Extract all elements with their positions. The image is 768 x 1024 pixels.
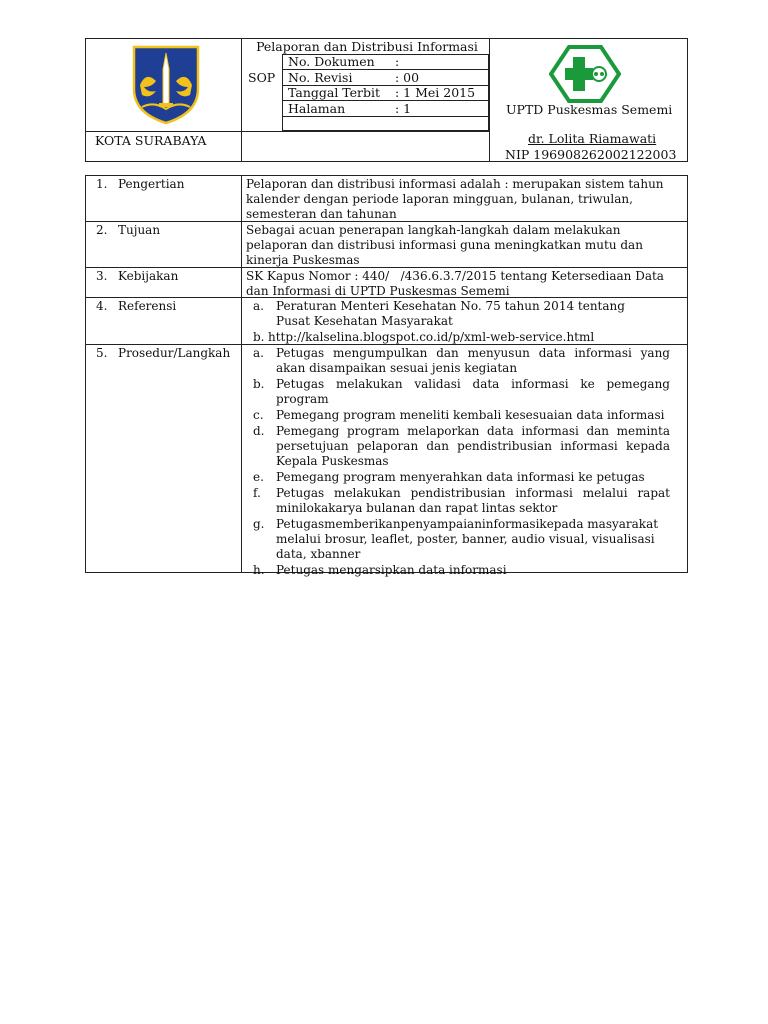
list-item xyxy=(242,346,670,376)
list-item xyxy=(242,299,662,329)
list-marker: f. xyxy=(253,486,261,500)
list-item xyxy=(242,330,662,345)
list-marker: d. xyxy=(253,424,265,438)
meta-label: No. Revisi xyxy=(288,70,353,85)
meta-label: No. Dokumen xyxy=(288,54,375,69)
meta-label: Tanggal Terbit xyxy=(288,85,381,100)
list-item xyxy=(242,486,670,516)
list-marker: h. xyxy=(253,563,265,577)
reference-list xyxy=(242,299,662,346)
list-item xyxy=(242,563,670,578)
list-item-text: Petugas melakukan pendistribusian informasi melalui rapat minilokakarya bulanan dan rapat lintas sektor xyxy=(276,486,670,515)
row-number: 5. xyxy=(96,346,108,360)
list-item xyxy=(242,517,670,562)
row-number: 4. xyxy=(96,299,108,313)
list-item-text: http://kalselina.blogspot.co.id/p/xml-web-service.html xyxy=(268,330,595,344)
list-item-text: Petugas melakukan validasi data informasi ke pemegang program xyxy=(276,377,670,406)
meta-label: Halaman xyxy=(288,101,346,116)
official-name: dr. Lolita Riamawati xyxy=(528,131,657,146)
meta-value: : 1 xyxy=(395,101,412,116)
list-item xyxy=(242,424,670,469)
row-label: Kebijakan xyxy=(118,269,179,283)
list-marker: c. xyxy=(253,408,264,422)
row-label: Tujuan xyxy=(118,223,161,237)
row-label: Pengertian xyxy=(118,177,185,191)
list-item xyxy=(242,377,670,407)
procedure-list xyxy=(242,346,670,579)
row-number: 3. xyxy=(96,269,108,283)
meta-value: : 1 Mei 2015 xyxy=(395,85,476,100)
row-text: SK Kapus Nomor : 440/ /436.6.3.7/2015 tentang Ketersediaan Data dan Informasi di UPTD Puskesmas Sememi xyxy=(246,269,668,298)
row-text: Pelaporan dan distribusi informasi adalah : merupakan sistem tahun kalender dengan periode laporan mingguan, bulanan, triwulan, semesteran dan tahunan xyxy=(246,177,664,221)
header-divider xyxy=(85,131,489,132)
list-item-text: Petugas mengarsipkan data informasi xyxy=(276,563,507,577)
document-title: Pelaporan dan Distribusi Informasi xyxy=(256,39,478,54)
meta-value: : xyxy=(395,54,400,69)
header-divider xyxy=(489,38,490,162)
list-marker: b. xyxy=(253,330,265,344)
organization-name: UPTD Puskesmas Sememi xyxy=(506,102,673,117)
row-label: Prosedur/Langkah xyxy=(118,346,231,360)
header-divider xyxy=(241,38,242,162)
list-marker: b. xyxy=(253,377,265,391)
list-marker: e. xyxy=(253,470,264,484)
list-item-text: Petugasmemberikanpenyampaianinformasikepada masyarakat melalui brosur, leaflet, poster, banner, audio visual, visualisasi data, xbanner xyxy=(276,517,659,561)
list-marker: g. xyxy=(253,517,265,531)
list-item-text: Pemegang program meneliti kembali kesesuaian data informasi xyxy=(276,408,665,422)
meta-value: : 00 xyxy=(395,70,420,85)
list-item-text: Peraturan Menteri Kesehatan No. 75 tahun 2014 tentang Pusat Kesehatan Masyarakat xyxy=(276,299,625,328)
official-nip: NIP 196908262002122003 xyxy=(505,147,677,162)
list-item-text: Petugas mengumpulkan dan menyusun data informasi yang akan disampaikan sesuai jenis kegiatan xyxy=(276,346,670,375)
surabaya-emblem-icon xyxy=(130,41,202,125)
list-marker: a. xyxy=(253,346,264,360)
city-name: KOTA SURABAYA xyxy=(95,133,207,148)
row-number: 2. xyxy=(96,223,108,237)
sop-label: SOP xyxy=(248,70,276,85)
list-item xyxy=(242,408,670,423)
list-item xyxy=(242,470,670,485)
list-item-text: Pemegang program menyerahkan data informasi ke petugas xyxy=(276,470,645,484)
list-marker: a. xyxy=(253,299,264,313)
list-item-text: Pemegang program melaporkan data informasi dan meminta persetujuan pelaporan dan pendistribusian informasi kepada Kepala Puskesmas xyxy=(276,424,670,468)
row-number: 1. xyxy=(96,177,108,191)
row-text: Sebagai acuan penerapan langkah-langkah dalam melakukan pelaporan dan distribusi informasi guna meningkatkan mutu dan kinerja Puskesmas xyxy=(246,223,643,267)
row-label: Referensi xyxy=(118,299,177,313)
puskesmas-logo-icon xyxy=(549,45,621,103)
